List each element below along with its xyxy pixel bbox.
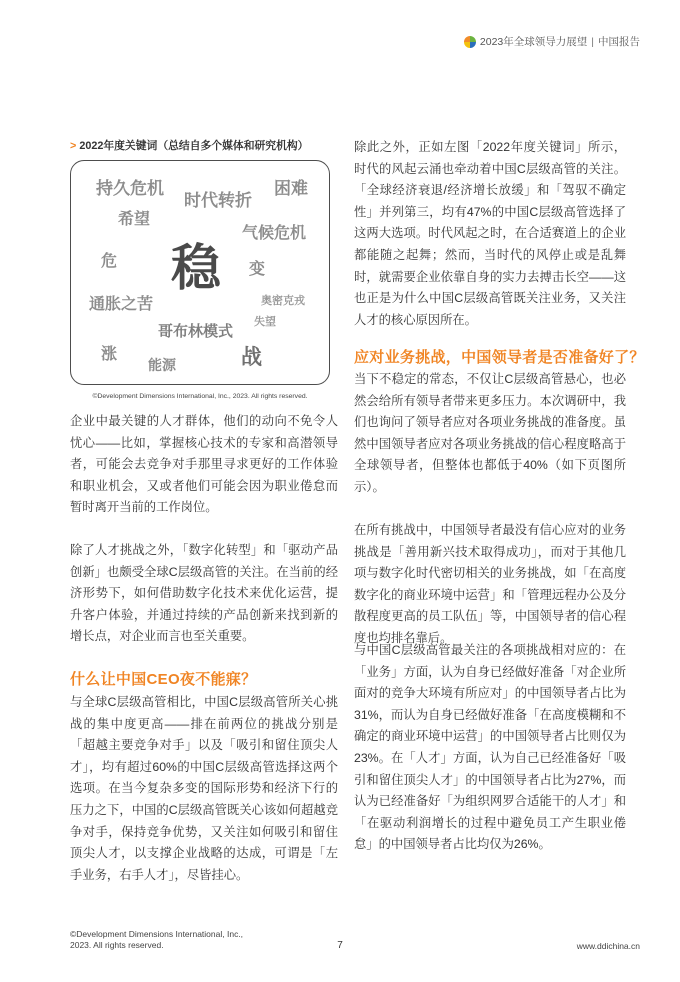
keyword-omicron: 奥密克戎 [261, 295, 305, 307]
right-section-heading: 应对业务挑战，中国领导者是否准备好了？ [354, 349, 645, 366]
keyword-hope: 希望 [118, 211, 151, 228]
chevron-right-icon: > [70, 140, 77, 152]
footer-website: www.ddichina.cn [576, 941, 640, 951]
keyword-cloud-caption: ©Development Dimensions International, Inc., 2023. All rights reserved. [92, 393, 308, 400]
right-paragraph-4: 与中国C层级高管最关注的各项挑战相对应的：在「业务」方面，认为自身已经做好准备「对企业所面对的竞争大环境有所应对」的中国领导者占比为31%，而认为自身已经做好准备「在高度模糊和不确定的商业环境中运营」的中国领导者占比则仅为23%。在「人才」方面，认为自己已经准备好「吸引和留住顶尖人才」的中国领导者占比为27%，而认为已经准备好「为组织网罗合适能干的人才」和「在驱动利润增长的过程中避免员工产生职业倦怠」的中国领导者占比均仅为26%。 [354, 643, 626, 852]
keyword-disappointment: 失望 [254, 316, 276, 328]
footer-copyright: ©Development Dimensions International, Inc., 2023. All rights reserved. [70, 929, 244, 950]
report-title: 2023年全球领导力展望 [479, 36, 588, 48]
keyword-energy: 能源 [148, 357, 176, 373]
right-paragraph-2: 当下不稳定的常态，不仅让C层级高管悬心，也必然会给所有领导者带来更多压力。本次调研中，我们也询问了领导者应对各项业务挑战的准备度。虽然中国领导者应对各项业务挑战的信心程度略高于全球领导者，但整体也都低于40%（如下页图所示）。 [354, 372, 626, 494]
header-separator: | [591, 35, 594, 48]
keywords-label-text: 2022年度关键词（总结自多个媒体和研究机构） [79, 140, 309, 152]
keyword-stability: 稳 [171, 240, 221, 296]
keyword-rise: 涨 [101, 346, 118, 363]
keywords-section-label [70, 138, 338, 153]
keyword-change: 变 [249, 261, 266, 278]
keyword-danger: 危 [101, 253, 118, 270]
keyword-difficulty: 困难 [274, 179, 308, 198]
page-number: 7 [337, 940, 343, 951]
logo-icon [464, 36, 476, 48]
page-header [464, 34, 640, 49]
right-paragraph-1: 除此之外，正如左图「2022年度关键词」所示，时代的风起云涌也牵动着中国C层级高管的关注。「全球经济衰退/经济增长放缓」和「驾驭不确定性」并列第三，均有47%的中国C层级高管选择了这两大选项。时代风起之时，在合适赛道上的企业都能随之起舞；然而，当时代的风停止或是乱舞时，就需要企业依靠自身的实力去搏击长空——这也正是为什么中国C层级高管既关注业务，又关注人才的核心原因所在。 [354, 140, 626, 327]
left-paragraph-1: 企业中最关键的人才群体，他们的动向不免令人忧心——比如，掌握核心技术的专家和高潜领导者，可能会去竞争对手那里寻求更好的工作体验和职业机会，又或者他们可能会因为职业倦怠而暂时离开当前的工作岗位。 [70, 414, 338, 515]
keyword-war: 战 [241, 346, 262, 369]
keyword-goblin-mode: 哥布林模式 [158, 323, 234, 340]
keyword-persistent-crisis: 持久危机 [96, 179, 164, 198]
left-section-heading: 什么让中国CEO夜不能寐？ [70, 671, 257, 688]
keyword-inflation: 通胀之苦 [89, 296, 154, 313]
keyword-cloud [70, 160, 330, 385]
report-subtitle: 中国报告 [598, 36, 640, 48]
left-paragraph-2: 除了人才挑战之外，「数字化转型」和「驱动产品创新」也颇受全球C层级高管的关注。在当前的经济形势下，如何借助数字化技术来优化运营，提升客户体验，并通过持续的产品创新来找到新的增长点，对企业而言也至关重要。 [70, 543, 338, 644]
keyword-climate-crisis: 气候危机 [242, 225, 307, 242]
right-paragraph-3: 在所有挑战中，中国领导者最没有信心应对的业务挑战是「善用新兴技术取得成功」，而对于其他几项与数字化时代密切相关的业务挑战，如「在高度数字化的商业环境中运营」和「管理远程办公及分散程度更高的员工队伍」等，中国领导者的信心程度也均排名靠后。 [354, 523, 626, 645]
left-paragraph-3: 与全球C层级高管相比，中国C层级高管所关心挑战的集中度更高——排在前两位的挑战分别是「超越主要竞争对手」以及「吸引和留住顶尖人才」，均有超过60%的中国C层级高管选择这两个选项。在当今复杂多变的国际形势和经济下行的压力之下，中国的C层级高管既关心该如何超越竞争对手，保持竞争优势，又关注如何吸引和留住顶尖人才，以支撑企业战略的达成，可谓是「左手业务，右手人才」，尽皆挂心。 [70, 695, 338, 882]
keyword-turning-point: 时代转折 [184, 191, 252, 210]
